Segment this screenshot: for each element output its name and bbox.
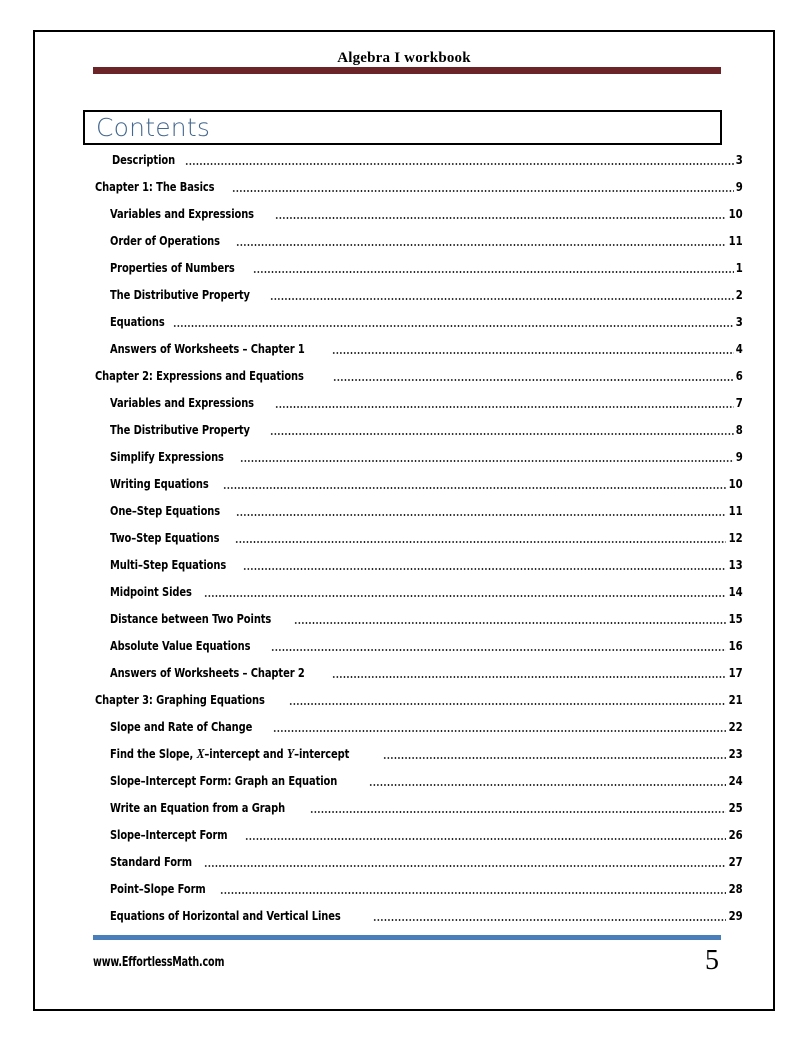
- toc-dot-leader: [333, 368, 734, 388]
- toc-entry-label: Equations of Horizontal and Vertical Lines: [110, 908, 341, 923]
- toc-entry-label: Order of Operations: [110, 233, 220, 248]
- toc-entry[interactable]: [35, 280, 773, 307]
- toc-entry-page-number: 6: [735, 368, 743, 383]
- toc-entry-page-number: 7: [735, 395, 743, 410]
- document-page: [33, 30, 775, 1011]
- toc-entry-page-number: 9: [735, 179, 743, 194]
- toc-entry-page-number: 11: [728, 233, 743, 248]
- toc-entry[interactable]: [35, 631, 773, 658]
- toc-entry-label: Write an Equation from a Graph: [110, 800, 286, 815]
- toc-entry-label: Variables and Expressions: [110, 206, 255, 221]
- toc-entry-page-number: 2: [735, 287, 743, 302]
- toc-dot-leader: [253, 260, 734, 280]
- toc-dot-leader: [232, 179, 734, 199]
- toc-entry-page-number: 27: [728, 854, 743, 869]
- toc-dot-leader: [236, 233, 726, 253]
- toc-entry-label: Slope and Rate of Change: [110, 719, 253, 734]
- toc-entry-page-number: 28: [728, 881, 743, 896]
- toc-entry[interactable]: [35, 415, 773, 442]
- toc-dot-leader: [294, 611, 726, 631]
- toc-label-text: Find the Slope,: [110, 746, 197, 761]
- toc-entry-page-number: 3: [735, 314, 743, 329]
- toc-dot-leader: [332, 341, 734, 361]
- toc-entry[interactable]: [35, 172, 773, 199]
- toc-entry-page-number: 23: [728, 746, 743, 761]
- toc-entry-label: Equations: [110, 314, 165, 329]
- toc-entry[interactable]: [35, 820, 773, 847]
- toc-entry[interactable]: [35, 523, 773, 550]
- toc-entry-page-number: 25: [728, 800, 743, 815]
- toc-entry[interactable]: [35, 388, 773, 415]
- toc-entry-label: Simplify Expressions: [110, 449, 224, 464]
- toc-dot-leader: [223, 476, 726, 496]
- toc-entry[interactable]: [35, 199, 773, 226]
- toc-entry-label: Midpoint Sides: [110, 584, 192, 599]
- toc-entry[interactable]: [35, 712, 773, 739]
- contents-heading: Contents: [96, 113, 211, 142]
- toc-entry-page-number: 8: [735, 422, 743, 437]
- toc-entry[interactable]: [35, 766, 773, 793]
- document-title: Algebra I workbook: [337, 50, 471, 66]
- toc-dot-leader: [204, 584, 726, 604]
- toc-dot-leader: [383, 746, 726, 766]
- toc-entry-page-number: 14: [728, 584, 743, 599]
- toc-entry-label: Writing Equations: [110, 476, 209, 491]
- toc-entry[interactable]: [35, 442, 773, 469]
- toc-entry[interactable]: [35, 307, 773, 334]
- toc-entry-label: Slope–Intercept Form: Graph an Equation: [110, 773, 338, 788]
- toc-entry-label: [110, 746, 349, 766]
- toc-entry-label: Chapter 3: Graphing Equations: [95, 692, 265, 707]
- page-footer: [93, 945, 721, 983]
- toc-entry-label: One–Step Equations: [110, 503, 221, 518]
- website-url: www.EffortlessMath.com: [93, 955, 225, 970]
- contents-heading-box: [83, 110, 722, 145]
- toc-entry-label: Multi–Step Equations: [110, 557, 227, 572]
- toc-entry[interactable]: [35, 469, 773, 496]
- toc-entry-page-number: 4: [735, 341, 743, 356]
- running-header: [35, 49, 773, 67]
- toc-entry-label: Answers of Worksheets – Chapter 2: [110, 665, 305, 680]
- toc-entry[interactable]: [35, 658, 773, 685]
- toc-entry-page-number: 21: [728, 692, 743, 707]
- toc-entry[interactable]: [35, 604, 773, 631]
- toc-entry-page-number: 13: [728, 557, 743, 572]
- toc-dot-leader: [275, 395, 735, 415]
- toc-dot-leader: [245, 827, 727, 847]
- toc-entry[interactable]: [35, 145, 773, 172]
- toc-entry-page-number: 1: [735, 260, 743, 275]
- toc-dot-leader: [240, 449, 734, 469]
- toc-dot-leader: [273, 719, 727, 739]
- toc-entry-label: Standard Form: [110, 854, 192, 869]
- toc-entry[interactable]: [35, 577, 773, 604]
- toc-entry-label: Two–Step Equations: [110, 530, 220, 545]
- toc-entry-label: Absolute Value Equations: [110, 638, 251, 653]
- toc-entry[interactable]: [35, 253, 773, 280]
- toc-entry-page-number: 10: [728, 476, 743, 491]
- toc-dot-leader: [235, 530, 726, 550]
- toc-label-text: –intercept: [294, 746, 350, 761]
- toc-dot-leader: [270, 287, 734, 307]
- footer-divider-rule: [93, 935, 721, 940]
- toc-dot-leader: [204, 854, 726, 874]
- toc-entry-label: The Distributive Property: [110, 287, 250, 302]
- toc-dot-leader: [185, 152, 735, 172]
- math-variable: X: [196, 746, 205, 761]
- toc-entry[interactable]: [35, 361, 773, 388]
- toc-dot-leader: [271, 638, 727, 658]
- toc-entry[interactable]: [35, 226, 773, 253]
- toc-dot-leader: [173, 314, 734, 334]
- toc-entry-page-number: 22: [728, 719, 743, 734]
- toc-dot-leader: [236, 503, 726, 523]
- toc-entry-page-number: 9: [735, 449, 743, 464]
- toc-entry[interactable]: [35, 685, 773, 712]
- toc-entry-page-number: 11: [728, 503, 743, 518]
- toc-entry[interactable]: [35, 793, 773, 820]
- toc-entry-label: Variables and Expressions: [110, 395, 255, 410]
- toc-entry[interactable]: [35, 739, 773, 766]
- toc-entry[interactable]: [35, 847, 773, 874]
- toc-entry-page-number: 26: [728, 827, 743, 842]
- toc-entry-label: Description: [112, 152, 176, 167]
- math-variable: Y: [286, 746, 295, 761]
- toc-entry-page-number: 16: [728, 638, 743, 653]
- toc-entry-page-number: 29: [728, 908, 743, 923]
- toc-dot-leader: [289, 692, 726, 712]
- toc-entry-label: Answers of Worksheets – Chapter 1: [110, 341, 305, 356]
- toc-entry-page-number: 24: [728, 773, 743, 788]
- toc-entry[interactable]: [35, 874, 773, 901]
- page-number: 5: [705, 945, 719, 976]
- toc-entry[interactable]: [35, 550, 773, 577]
- toc-dot-leader: [270, 422, 734, 442]
- toc-entry-page-number: 17: [728, 665, 743, 680]
- toc-entry-page-number: 12: [728, 530, 743, 545]
- toc-dot-leader: [332, 665, 726, 685]
- toc-dot-leader: [243, 557, 726, 577]
- toc-dot-leader: [275, 206, 727, 226]
- toc-entry-page-number: 3: [735, 152, 743, 167]
- toc-entry-label: Chapter 1: The Basics: [95, 179, 215, 194]
- toc-entry[interactable]: [35, 496, 773, 523]
- toc-dot-leader: [310, 800, 726, 820]
- toc-entry-label: Slope–Intercept Form: [110, 827, 228, 842]
- toc-entry-label: The Distributive Property: [110, 422, 250, 437]
- toc-entry-page-number: 15: [728, 611, 743, 626]
- table-of-contents: [35, 145, 773, 928]
- toc-dot-leader: [373, 908, 726, 928]
- toc-label-text: –intercept and: [204, 746, 287, 761]
- toc-dot-leader: [220, 881, 727, 901]
- header-divider-rule: [93, 67, 721, 74]
- toc-entry-page-number: 10: [728, 206, 743, 221]
- toc-entry-label: Distance between Two Points: [110, 611, 272, 626]
- toc-entry-label: Properties of Numbers: [110, 260, 235, 275]
- toc-entry[interactable]: [35, 334, 773, 361]
- toc-entry-label: Chapter 2: Expressions and Equations: [95, 368, 304, 383]
- toc-entry[interactable]: [35, 901, 773, 928]
- toc-dot-leader: [369, 773, 726, 793]
- toc-entry-label: Point–Slope Form: [110, 881, 206, 896]
